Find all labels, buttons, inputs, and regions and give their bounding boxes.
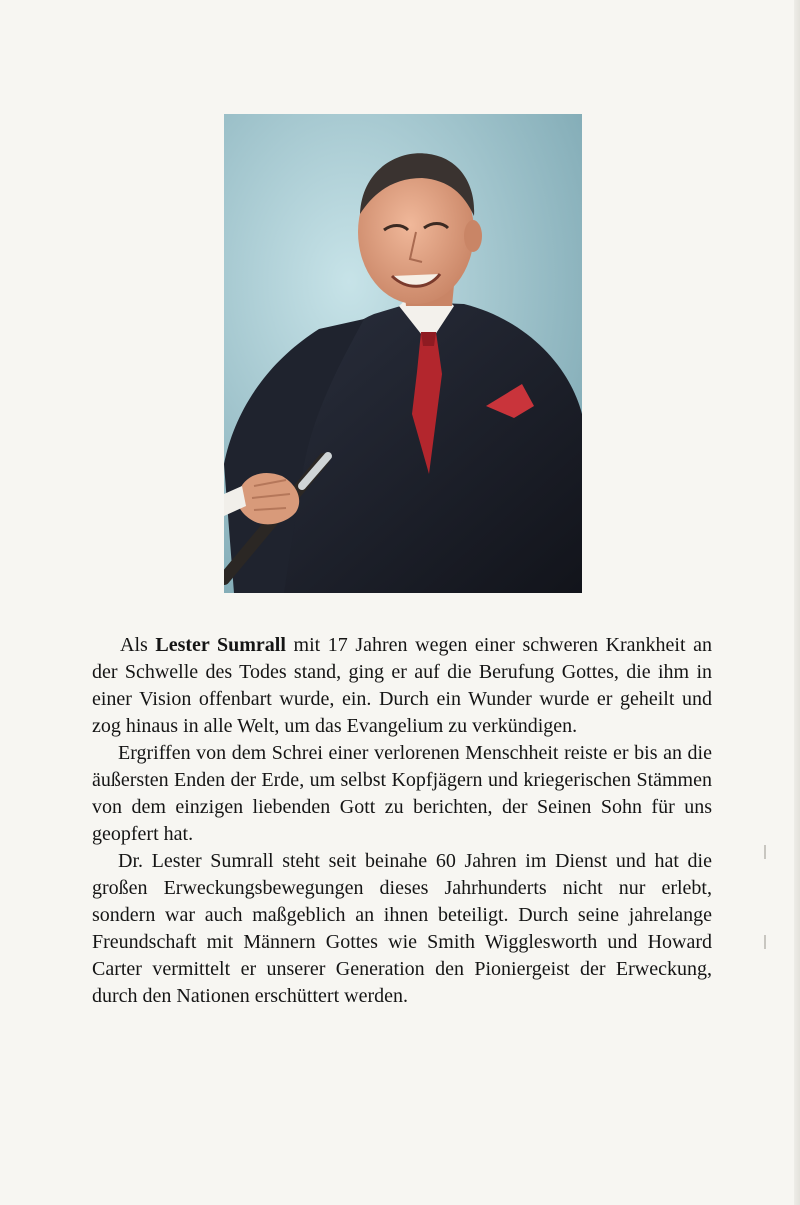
portrait-photo <box>224 114 582 593</box>
scan-mark <box>764 935 766 949</box>
bio-p1-intro: Als <box>120 634 156 656</box>
scan-mark <box>764 845 766 859</box>
bio-paragraph-1 <box>92 632 712 740</box>
bio-paragraph-2: Ergriffen von dem Schrei einer verlorenen Menschheit reiste er bis an die äußersten Enden der Erde, um selbst Kopfjägern und kriegerischen Stämmen von dem einzigen liebenden Gott zu berichten, der Seinen Sohn für uns geopfert hat. <box>92 742 712 845</box>
page-edge <box>794 0 800 1205</box>
bio-paragraph-3: Dr. Lester Sumrall steht seit beinahe 60 Jahren im Dienst und hat die großen Erweckungsbewegungen dieses Jahrhunderts nicht nur erlebt, sondern war auch maßgeblich an ihnen beteiligt. Durch seine jahrelange Freundschaft mit Männern Gottes wie Smith Wigglesworth und Howard Carter vermittelt er unserer Generation den Pioniergeist der Erweckung, durch den Nationen erschüttert werden. <box>92 850 712 1007</box>
author-name: Lester Sumrall <box>155 634 286 656</box>
biography-text <box>92 632 712 1010</box>
bio-p1-body: mit 17 Jahren wegen einer schweren Krankheit an der Schwelle des Todes stand, ging er auf die Berufung Gottes, die ihm in einer Vision offenbart wurde, ein. Durch ein Wunder wurde er geheilt und zog hinaus in alle Welt, um das Evangelium zu verkündigen. <box>92 634 712 737</box>
